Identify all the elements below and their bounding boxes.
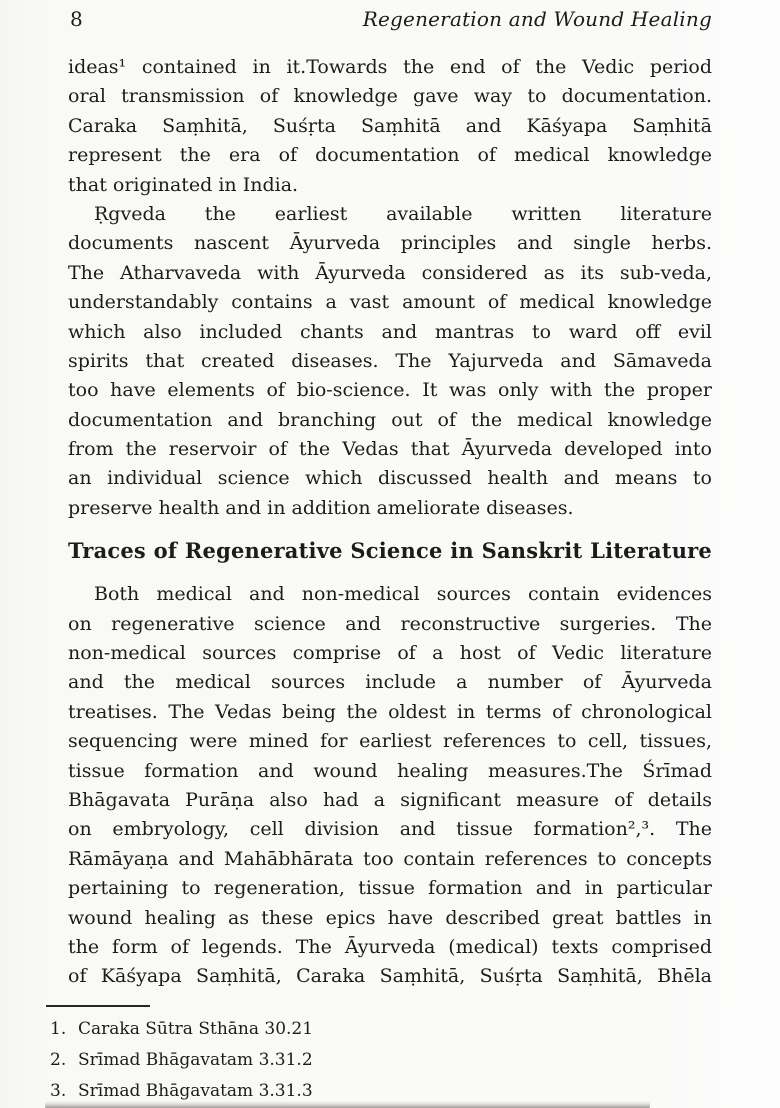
- footnote-text: Caraka Sūtra Sthāna 30.21: [78, 1018, 314, 1039]
- paragraph: [68, 53, 712, 200]
- scan-shadow: [45, 1101, 650, 1108]
- running-title: Regeneration and Wound Healing: [362, 7, 712, 31]
- body-line: of Kāśyapa Saṃhitā, Caraka Saṃhitā, Suśṛta Saṃhitā, Bhēla: [68, 965, 712, 988]
- section-heading: Traces of Regenerative Science in Sanskrit Literature: [68, 538, 712, 564]
- footnote-text: Srīmad Bhāgavatam 3.31.2: [78, 1049, 313, 1070]
- body-line: and the medical sources include a number of Āyurveda: [68, 671, 712, 694]
- footnote-number: 2.: [50, 1049, 67, 1070]
- body-text-column: [50, 53, 712, 1107]
- body-line: Rāmāyaṇa and Mahābhārata too contain references to concepts: [68, 847, 712, 870]
- body-line: on embryology, cell division and tissue formation²,³. The: [68, 818, 712, 841]
- body-line: which also included chants and mantras to ward off evil: [68, 320, 712, 343]
- body-line: tissue formation and wound healing measures.The Śrīmad: [68, 759, 712, 782]
- body-line: Both medical and non-medical sources contain evidences: [94, 583, 712, 606]
- body-line: the form of legends. The Āyurveda (medical) texts comprised: [68, 935, 712, 958]
- page-number: 8: [70, 7, 83, 31]
- footnote-number: 3.: [50, 1080, 67, 1101]
- body-line: documents nascent Āyurveda principles and single herbs.: [68, 232, 712, 255]
- body-line: ideas¹ contained in it.Towards the end of the Vedic period: [68, 56, 712, 78]
- body-line: documentation and branching out of the medical knowledge: [68, 408, 712, 431]
- body-line: on regenerative science and reconstructive surgeries. The: [68, 612, 712, 635]
- footnote-separator-rule: [46, 1005, 150, 1007]
- paragraph: [68, 580, 712, 991]
- page-header: [70, 7, 712, 31]
- body-line: non-medical sources comprise of a host of Vedic literature: [68, 642, 712, 665]
- footnote-text: Srīmad Bhāgavatam 3.31.3: [78, 1080, 313, 1101]
- body-line: Bhāgavata Purāṇa also had a significant measure of details: [68, 788, 712, 811]
- footnotes: [50, 1014, 712, 1107]
- footnote-item: [50, 1014, 712, 1045]
- body-line: The Atharvaveda with Āyurveda considered as its sub-veda,: [68, 261, 712, 284]
- footnote-number: 1.: [50, 1018, 67, 1039]
- paragraph: [68, 200, 712, 523]
- body-line: treatises. The Vedas being the oldest in terms of chronological: [68, 700, 712, 723]
- body-line: from the reservoir of the Vedas that Āyurveda developed into: [68, 438, 712, 461]
- body-line: sequencing were mined for earliest references to cell, tissues,: [68, 730, 712, 753]
- body-line: Ṛgveda the earliest available written literature: [94, 202, 712, 225]
- footnote-item: [50, 1045, 712, 1076]
- body-line: understandably contains a vast amount of medical knowledge: [68, 291, 712, 314]
- body-line: pertaining to regeneration, tissue formation and in particular: [68, 877, 712, 900]
- body-line: oral transmission of knowledge gave way to documentation.: [68, 85, 712, 108]
- body-line: too have elements of bio-science. It was only with the proper: [68, 379, 712, 402]
- body-line: Caraka Saṃhitā, Suśṛta Saṃhitā and Kāśyapa Saṃhitā: [68, 114, 712, 137]
- body-line: an individual science which discussed health and means to: [68, 467, 712, 490]
- body-line: that originated in India.: [68, 173, 299, 196]
- body-line: represent the era of documentation of medical knowledge: [68, 144, 712, 167]
- body-line: preserve health and in addition ameliorate diseases.: [68, 496, 574, 519]
- body-line: spirits that created diseases. The Yajurveda and Sāmaveda: [68, 349, 712, 372]
- body-line: wound healing as these epics have described great battles in: [68, 906, 712, 929]
